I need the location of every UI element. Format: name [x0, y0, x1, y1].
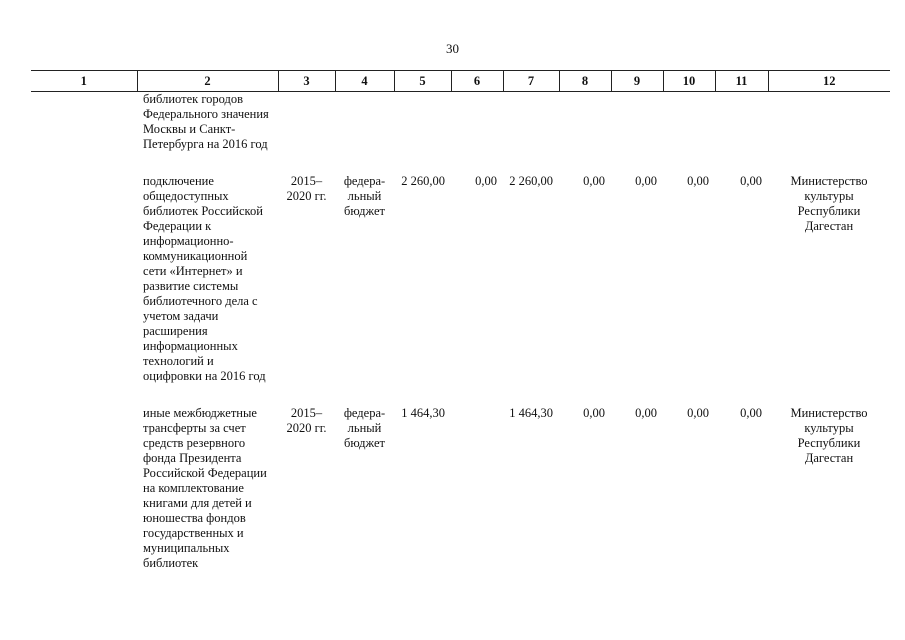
table-header-row [31, 71, 890, 92]
cell-period: 2015–2020 гг. [286, 174, 327, 203]
page-number: 30 [446, 41, 459, 56]
header-col-10: 10 [663, 71, 715, 92]
header-col-3: 3 [278, 71, 335, 92]
cell-col-10: 0,00 [687, 406, 709, 420]
header-col-4: 4 [335, 71, 394, 92]
cell-col-8 [559, 92, 611, 153]
cell-col-6 [451, 406, 503, 571]
cell-col-7: 2 260,00 [509, 174, 553, 188]
cell-period [278, 92, 335, 153]
cell-col-1 [31, 174, 137, 384]
cell-col-8: 0,00 [583, 406, 605, 420]
row-spacer [31, 152, 890, 174]
cell-col-6 [451, 92, 503, 153]
table-row [31, 174, 890, 384]
cell-col-11 [715, 92, 768, 153]
table-row [31, 406, 890, 571]
cell-executor: Министерство культуры Республики Дагестан [790, 406, 868, 465]
header-col-6: 6 [451, 71, 503, 92]
table-row [31, 92, 890, 153]
cell-source: федера-льный бюджет [343, 406, 386, 450]
cell-name: библиотек городов Федерального значения Москвы и Санкт-Петербурга на 2016 год [143, 92, 269, 151]
cell-col-6: 0,00 [475, 174, 497, 188]
cell-executor [768, 92, 890, 153]
cell-col-1 [31, 406, 137, 571]
row-spacer [31, 384, 890, 406]
header-col-1: 1 [31, 71, 137, 92]
cell-col-9: 0,00 [635, 174, 657, 188]
header-col-2: 2 [137, 71, 278, 92]
cell-col-11: 0,00 [740, 174, 762, 188]
cell-col-9 [611, 92, 663, 153]
cell-period: 2015–2020 гг. [286, 406, 327, 435]
cell-source [335, 92, 394, 153]
cell-col-5 [394, 92, 451, 153]
cell-col-7: 1 464,30 [509, 406, 553, 420]
cell-name: подключение общедоступных библиотек Российской Федерации к информационно-коммуникационной сети «Интернет» и развитие системы библиотечного дела с учетом задачи расширения информационных технологий и оцифровки на 2016 год [143, 174, 266, 383]
cell-col-10 [663, 92, 715, 153]
cell-col-7 [503, 92, 559, 153]
cell-col-5: 1 464,30 [401, 406, 445, 420]
cell-name: иные межбюджетные трансферты за счет средств резервного фонда Президента Российской Федерации на комплектование книгами для детей и юношества фондов государственных и муниципальных библиотек [143, 406, 267, 570]
header-col-9: 9 [611, 71, 663, 92]
cell-col-9: 0,00 [635, 406, 657, 420]
cell-col-1 [31, 92, 137, 153]
cell-col-10: 0,00 [687, 174, 709, 188]
cell-executor: Министерство культуры Республики Дагестан [790, 174, 868, 233]
cell-col-8: 0,00 [583, 174, 605, 188]
header-col-8: 8 [559, 71, 611, 92]
header-col-7: 7 [503, 71, 559, 92]
header-col-12: 12 [768, 71, 890, 92]
cell-col-11: 0,00 [740, 406, 762, 420]
budget-table [31, 70, 890, 571]
cell-col-5: 2 260,00 [401, 174, 445, 188]
cell-source: федера-льный бюджет [343, 174, 386, 218]
header-col-11: 11 [715, 71, 768, 92]
header-col-5: 5 [394, 71, 451, 92]
